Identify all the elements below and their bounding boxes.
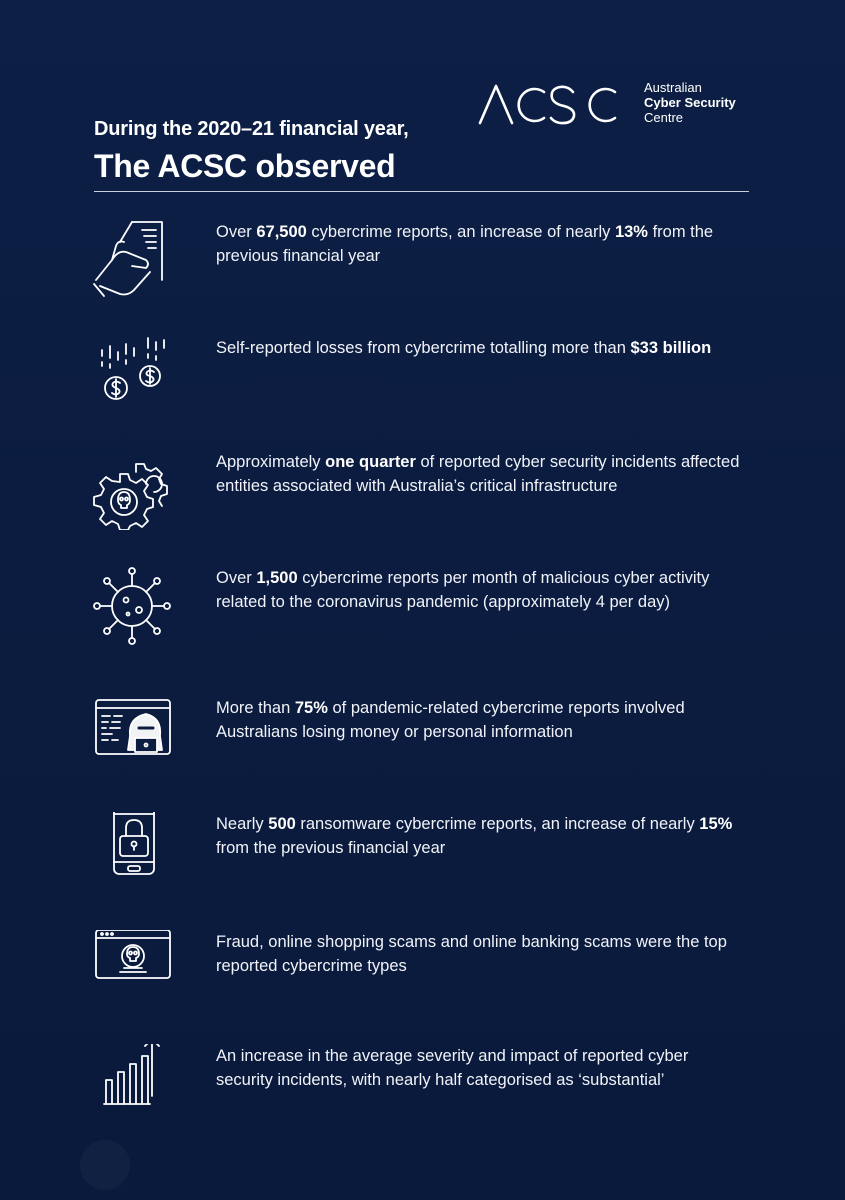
text-run: ransomware cybercrime reports, an increase of nearly — [295, 815, 700, 833]
rising-bars-icon — [90, 1044, 174, 1124]
text-run: Over — [216, 569, 257, 587]
browser-skull-icon — [90, 930, 174, 1010]
bold-figure: 75% — [294, 699, 328, 717]
text-run: Self-reported losses from cybercrime totalling more than — [216, 339, 631, 357]
bold-figure: 500 — [268, 815, 296, 833]
stat-text — [216, 220, 746, 268]
faint-corner-mark — [80, 1140, 130, 1190]
stat-text — [216, 336, 746, 360]
text-run: An increase in the average severity and impact of reported cyber security incidents, with nearly half categorised as ‘substantial’ — [216, 1047, 689, 1089]
logo-line-cyber-security: Cyber Security — [644, 95, 736, 110]
phone-lock-icon — [90, 812, 174, 892]
bold-figure: $33 billion — [630, 339, 712, 357]
page-heading — [94, 116, 408, 186]
bold-figure: one quarter — [325, 453, 416, 471]
heading-subtitle: During the 2020–21 financial year, — [94, 118, 409, 140]
acsc-wordmark-logo — [478, 80, 638, 130]
bold-figure: 13% — [614, 223, 648, 241]
text-run: of reported cyber security incidents affected entities associated with Australia’s critical infrastructure — [216, 453, 740, 495]
hacker-screen-icon — [90, 696, 174, 776]
logo-line-centre: Centre — [644, 110, 684, 125]
text-run: More than — [216, 699, 295, 717]
text-run: cybercrime reports, an increase of nearly — [306, 223, 615, 241]
acsc-logo-text — [644, 80, 736, 125]
heading-title: The ACSC observed — [94, 148, 396, 184]
bold-figure: 1,500 — [256, 569, 298, 587]
heading-divider — [94, 191, 749, 192]
text-run: of pandemic-related cybercrime reports involved Australians losing money or personal information — [216, 699, 685, 741]
money-loss-icon — [90, 336, 174, 416]
gears-skull-icon — [90, 450, 174, 530]
text-run: Approximately — [216, 453, 326, 471]
text-run: Nearly — [216, 815, 269, 833]
bold-figure: 15% — [699, 815, 733, 833]
stat-text — [216, 566, 746, 614]
text-run: cybercrime reports per month of malicious cyber activity related to the coronavirus pandemic (approximately 4 per day) — [216, 569, 710, 611]
text-run: Over — [216, 223, 257, 241]
bold-figure: 67,500 — [256, 223, 307, 241]
text-run: from the previous financial year — [216, 223, 714, 265]
hand-document-icon — [90, 220, 174, 300]
stat-text — [216, 930, 746, 978]
logo-line-australian: Australian — [644, 80, 702, 95]
acsc-logo — [478, 80, 758, 130]
stat-text — [216, 1044, 746, 1092]
stat-text — [216, 812, 746, 860]
text-run: from the previous financial year — [216, 839, 446, 857]
stat-text — [216, 696, 746, 744]
text-run: Fraud, online shopping scams and online banking scams were the top reported cybercrime types — [216, 933, 727, 975]
virus-icon — [90, 566, 174, 646]
stat-text — [216, 450, 746, 498]
